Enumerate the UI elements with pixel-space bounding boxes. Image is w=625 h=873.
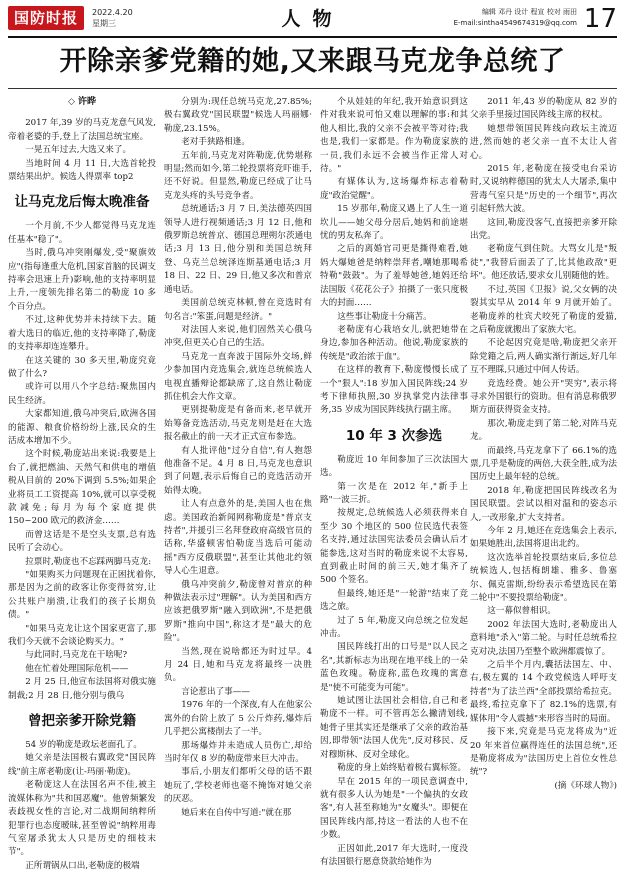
paragraph: 她父亲是法国极右翼政党"国民阵线"前主席老勒庞(让-玛丽·勒庞)。 <box>8 753 156 777</box>
column-2 <box>164 96 312 820</box>
author-name: 许晔 <box>77 97 96 107</box>
paragraph: 老勒庞有心栽培女儿,就把她带在身边,参加各种活动。他说,勒庞家族的传统是"政治浓于血"。 <box>320 324 468 362</box>
section3-text-col3 <box>320 454 468 870</box>
paragraph: 那次,勒庞走到了第二轮,对阵马克龙。 <box>470 418 617 443</box>
masthead-rule <box>8 36 617 38</box>
paragraph: 不过,这种优势并未持续下去。随着大选日的临近,他的支持率降了,勒庞的支持率却连连攀升。 <box>8 315 156 353</box>
paragraph: 2015 年,老勒庞在接受电台采访时,又说纳粹德国的犹太人大屠杀,集中营毒气室只是"历史的一个细节",再次引起轩然大波。 <box>470 164 617 215</box>
paragraph: 有媒体认为,这场爆炸标志着勒庞"政治觉醒"。 <box>320 177 468 201</box>
section2-text-col3 <box>320 96 468 418</box>
paragraph: 国民阵线打出的口号是"以人民之名",其新标志为出现在地平线上的一朵蓝色玫瑰。勒庞称,蓝色玫瑰的寓意是"使不可能变为可能"。 <box>320 642 468 693</box>
source-credit: (摘《环球人物》) <box>554 780 617 791</box>
paragraph: 按规定,总统候选人必须获得来自至少 30 个地区的 500 位民选代表签名支持,通过法国宪法委员会确认后才能参选,这对当时的勒庞来说不太容易,直到截止时间的前三天,她才集齐了 500 个签名。 <box>320 508 468 586</box>
paragraph: 过了 5 年,勒庞又向总统之位发起冲击。 <box>320 615 468 640</box>
paragraph: 今年 2 月,她还在竞选集会上表示,如果她胜出,法国将退出北约。 <box>470 526 617 550</box>
section2-text-col2 <box>164 686 312 820</box>
paragraph: 2011 年,43 岁的勒庞从 82 岁的父亲手里接过国民阵线主席的权杖。 <box>470 97 617 121</box>
paragraph: 他在忙着处理国际危机—— <box>25 663 129 674</box>
section2-text-col4 <box>470 96 617 378</box>
section3-text-col4 <box>470 378 617 780</box>
paragraph: "如果购买力问题现在正困扰着你,那是因为之前的政客让你变得贫穷,让公共账户崩溃,让我们的孩子长期负债。" <box>8 570 156 621</box>
paragraph: 马克龙一直奔波于国际外交场,鲜少参加国内竞选集会,就连总统候选人电视直播辩论都缺席了,这自然让勒庞抓住机会大作文章。 <box>164 351 312 402</box>
paragraph: 54 岁的勒庞是政坛老面孔了。 <box>25 740 142 751</box>
column-4 <box>470 96 617 793</box>
paragraph: 1976 年的一个深夜,有人在他家公寓外的台阶上放了 5 公斤炸药,爆炸后几乎把公寓楼削去了一半。 <box>164 700 312 738</box>
paragraph: 早在 2015 年的一项民意调查中,就有很多人认为她是"一个偏执的女政客",有人甚至称她为"女魔头"。即便在国民阵线内部,持这一看法的人也不在少数。 <box>320 776 468 841</box>
paragraph: 当然,现在说啥都还为时过早。4 月 24 日,她和马克龙将最终一决胜负。 <box>164 646 312 684</box>
paragraph: 让人有点意外的是,美国人也在焦虑。美国政治新闻网称勒庞是"普京支持者",并援引三名拜登政府高级官员的话称,华盛顿害怕勒庞当选后可能动摇"西方反俄联盟",甚至让其他北约领导人心生退意。 <box>164 499 312 577</box>
paragraph: 或许可以用八个字总结:聚焦国内民生经济。 <box>8 382 156 406</box>
paragraph: 这次选举首轮投票结束后,多位总统候选人,包括梅朗雄、雅多、鲁塞尔、佩克雷斯,纷纷表示希望选民在第二轮中"不要投票给勒庞"。 <box>470 552 617 604</box>
paragraph: 但最终,她还是"一轮游"结束了竞选之旅。 <box>320 588 468 613</box>
paragraph: 2 月 25 日,他宣布法国将对俄实施制裁;2 月 28 日,他分别与俄乌 <box>8 677 156 701</box>
paragraph: 不过,英国《卫报》说,父女俩的决裂其实早从 2014 年 9 月就开始了。老勒庞养的杜宾犬咬死了勒庞的爱猫,之后勒庞就搬出了家族大宅。 <box>470 284 617 335</box>
paragraph: 大家都知道,俄乌冲突后,欧洲各国的能源、粮食价格纷纷上涨,民众的生活成本增加不少。 <box>8 409 156 446</box>
paragraph: 之后的离婚官司更是撕得难看,她妈大爆她爸是纳粹崇拜者,嘲她那喝希特勒"鼓鼓"。为了羞辱她爸,她妈还给法国版《花花公子》拍摄了一张只度极大的封面…… <box>320 244 468 309</box>
paragraph: 她想带领国民阵线向政坛主流迈进,然而她的老父亲一直不太让人省心。 <box>470 123 617 161</box>
subheading-3: 10 年 3 次参选 <box>345 427 443 444</box>
page-number: 17 <box>583 4 617 34</box>
paragraph: 老勒庞气到住院。大骂女儿是"叛徒","我替后面丢了了,比其他政敌"更坏"。他还放话,要求女儿别随他的姓。 <box>470 244 617 282</box>
paragraph: 美国前总统克林顿,曾在竞选时有句名言:"笨蛋,问题是经济。" <box>164 298 312 322</box>
paragraph: 正因如此,2017 年大选时,一度没有法国银行愿意贷款给她作为 <box>320 843 468 867</box>
paragraph: 事后,小朋友们都听父母的话不跟她玩了,学校老师也毫不掩饰对她父亲的厌恶。 <box>164 767 312 805</box>
paragraph: 2018 年,勒庞把国民阵线改名为国民联盟。尝试以相对温和的姿态示人,一改形象,扩大支持者。 <box>470 485 617 523</box>
paragraph: 五年前,马克龙对阵勒庞,优势堪称明显;然而如今,第二轮投票将竞吓谁手,还不好说。但显然,勒庞已经成了让马克龙头疼的头号竞争者。 <box>164 150 312 201</box>
paragraph: 拉票时,勒庞也不忘踩两脚马克龙: <box>25 556 152 567</box>
paragraph: 那场爆炸并未造成人员伤亡,却给当时年仅 8 岁的勒庞带来巨大冲击。 <box>164 740 312 764</box>
paragraph: 一晃五年过去,大选又来了。 <box>25 145 132 156</box>
paragraph: 而最终,马克龙拿下了 66.1%的选票,几乎是勒庞的两倍,大获全胜,成为法国历史上最年轻的总统。 <box>470 445 617 483</box>
editor-credits <box>454 7 577 29</box>
headline-rule <box>8 88 617 89</box>
paragraph: 老勒庞这人在法国名声不佳,被主流媒体称为"共和国恶魔"。他曾频繁发表歧视女性的言论,对二战期间纳粹所犯罪行也态度暧昧,甚至曾说"纳粹用毒气室屠杀犹太人只是历史的细枝末节"。 <box>8 780 156 858</box>
paragraph: 言论惹出了事—— <box>181 686 250 697</box>
paragraph: 个从娃娃的年纪,我开始意识到这件对我来说可怕又难以理解的事:和其他人相比,我的父亲不会被平等对待;我也是,我们一家都是。作为勒庞家族的一员,我们永远不会被当作正常人对待。" <box>320 97 468 175</box>
section-title: 人物 <box>281 8 344 30</box>
paragraph: 在这样的教育下,勒庞慢慢长成了一个"狠人":18 岁加入国民阵线;24 岁考下律师执照,30 岁执掌党内法律事务,35 岁成为国民阵线执行副主席。 <box>320 365 468 416</box>
paragraph: 分别为:现任总统马克龙,27.85%;极右翼政党"国民联盟"候选人玛丽娜·勒庞,23.15%。 <box>164 97 312 134</box>
article-headline: 开除亲爹党籍的她,又来跟马克龙争总统了 <box>59 46 566 77</box>
section1-text-col2 <box>164 203 312 686</box>
section2-text-col1 <box>8 739 156 873</box>
column-3 <box>320 96 468 869</box>
paragraph: 当地时间 4 月 11 日,大选首轮投票结果出炉。候选人得票率 top2 <box>8 158 156 183</box>
paragraph: 她试图让法国社会相信,自己和老勒庞不一样。可不管再怎么撇清划线,她骨子里其实还是继承了父亲的政治基因,即带领"法国人优先",反对移民、反对穆斯林、反对全球化。 <box>320 696 468 760</box>
newspaper-logo: 国防时报 <box>8 6 84 30</box>
credits-editors: 编辑 邓丹 设计 程宣 校对 雨田 <box>481 8 577 16</box>
paragraph: 这一幕似曾相识。 <box>487 606 556 617</box>
paragraph: 不论起因究竟是啥,勒庞把父亲开除党籍之后,两人确实渐行渐远,好几年互不理睬,只通过中间人传话。 <box>470 338 617 376</box>
paragraph: 俄乌冲突前夕,勒庞曾对普京的种种做法表示过"理解"。认为美国和西方应该把俄罗斯"融入到欧洲",不是把俄罗斯"推向中国",称这才是"最大的危险"。 <box>164 579 312 644</box>
paragraph: 总统通话;3 月 7 日,美法德英四国领导人进行视频通话;3 月 12 日,他和俄罗斯总统普京、德国总理朔尔茨通电话;3 月 13 日,他分别和美国总统拜登、乌克兰总统泽连斯基通电话;3 月 18 日、22 日、29 日,他又多次和普京通电话。 <box>164 204 312 295</box>
paragraph: 2017 年,39 岁的马克龙意气风发,帝着老婆的手,登上了法国总统宝座。 <box>8 118 156 142</box>
paragraph: 竞选经费。她公开"哭穷",表示将寻求外国银行的资助。但有消息称俄罗斯方面获得资金支持。 <box>470 378 617 416</box>
section1-text-col1 <box>8 220 156 703</box>
paragraph: 勒庞的身上始终贴着极右翼标签。 <box>337 763 467 774</box>
masthead <box>8 4 617 34</box>
paragraph: 在这关键的 30 多天里,勒庞究竟做了什么? <box>8 355 156 379</box>
weekday-text: 星期三 <box>92 19 116 28</box>
paragraph: "如果马克龙让这个国家更富了,那我们今天就不会谈论购买力。" <box>8 623 156 648</box>
intro-text-col2 <box>164 96 312 203</box>
column-1 <box>8 96 156 873</box>
paragraph: 一个月前,不少人都觉得马克龙连任基本"稳了"。 <box>8 221 156 245</box>
paragraph: 她后来在自传中写道:"就在那 <box>181 807 292 818</box>
paragraph: 正所谓锅从口出,老勒庞的极端 <box>25 860 140 871</box>
paragraph: 第一次是在 2012 年,"新手上路"一波三折。 <box>320 481 468 505</box>
paragraph: 这些事让勒庞十分痛苦。 <box>337 311 432 322</box>
paragraph: 接下来,究竟是马克龙将成为"近 20 年来首位赢得连任的法国总统",还是勒庞将成为"法国历史上首位女性总统"? <box>470 727 617 778</box>
subheading-1: 让马克龙后悔太晚准备 <box>14 194 150 211</box>
intro-text <box>8 117 156 184</box>
byline <box>8 96 156 109</box>
paragraph: 与此同时,马克龙在干啥呢? <box>25 650 128 661</box>
paragraph: 勒庞近 10 年间参加了三次法国大选。 <box>320 454 468 479</box>
paragraph: 更别提勒庞是有备而来,老早就开始筹备竞选活动,马克龙则是赶在大选报名截止的前一天才正式宣布参选。 <box>164 405 312 443</box>
paragraph: 有人批评他"过分自信",有人抱怨他准备不足。4 月 8 日,马克龙也意识到了问题,表示后悔自己的竞选活动开始得太晚。 <box>164 445 312 496</box>
credits-email: E-mail:sintha4549674319@qq.com <box>453 19 577 27</box>
paragraph: 而曾这话是不是空头支票,总有选民听了会动心。 <box>8 529 156 554</box>
paragraph: 2002 年法国大选时,老勒庞出人意料地"杀入"第二轮。与时任总统希拉克对决,法国乃至整个欧洲都震惊了。 <box>470 619 617 657</box>
diamond-icon: ◇ <box>68 97 75 107</box>
subheading-2: 曾把亲爹开除党籍 <box>28 713 136 730</box>
paragraph: 对法国人来说,他们固然关心俄乌冲突,但更关心自己的生活。 <box>164 324 312 349</box>
paragraph: 这回,勒庞没客气,直接把亲爹开除出党。 <box>470 217 617 242</box>
paragraph: 这个时候,勒庞站出来说:我要是上台了,就把燃油、天然气和供电的增值税从目前的 20%下调到 5.5%;如果企业将员工工资提高 10%,就可以享受税款减免;每月为每个家庭提供 150~200 欧元的救济金…… <box>8 449 156 527</box>
date-text: 2022.4.20 <box>92 8 133 17</box>
paragraph: 之后半个月内,囊括法国左、中、右,极左翼的 14 个政党候选人呼吁支持者"为了法兰西"全部投票给希拉克。最终,希拉克拿下了 82.1%的选票,有媒体用"令人震撼"来形容当时的局面。 <box>470 660 617 724</box>
paragraph: 当时,俄乌冲突刚爆发,受"聚旗效应"(指每逢重大危机,国家首脑的民调支持率会迅速上升)影响,他的支持率明显上升,一度领先排名第二的勒庞 10 多个百分点。 <box>8 248 156 312</box>
paragraph: 15 岁那年,勒庞又遇上了人生一道坎儿——她父母分居后,她妈和前途堪忧的男友私奔了。 <box>320 204 468 242</box>
paragraph: 老对手狭路相逢。 <box>181 137 250 148</box>
